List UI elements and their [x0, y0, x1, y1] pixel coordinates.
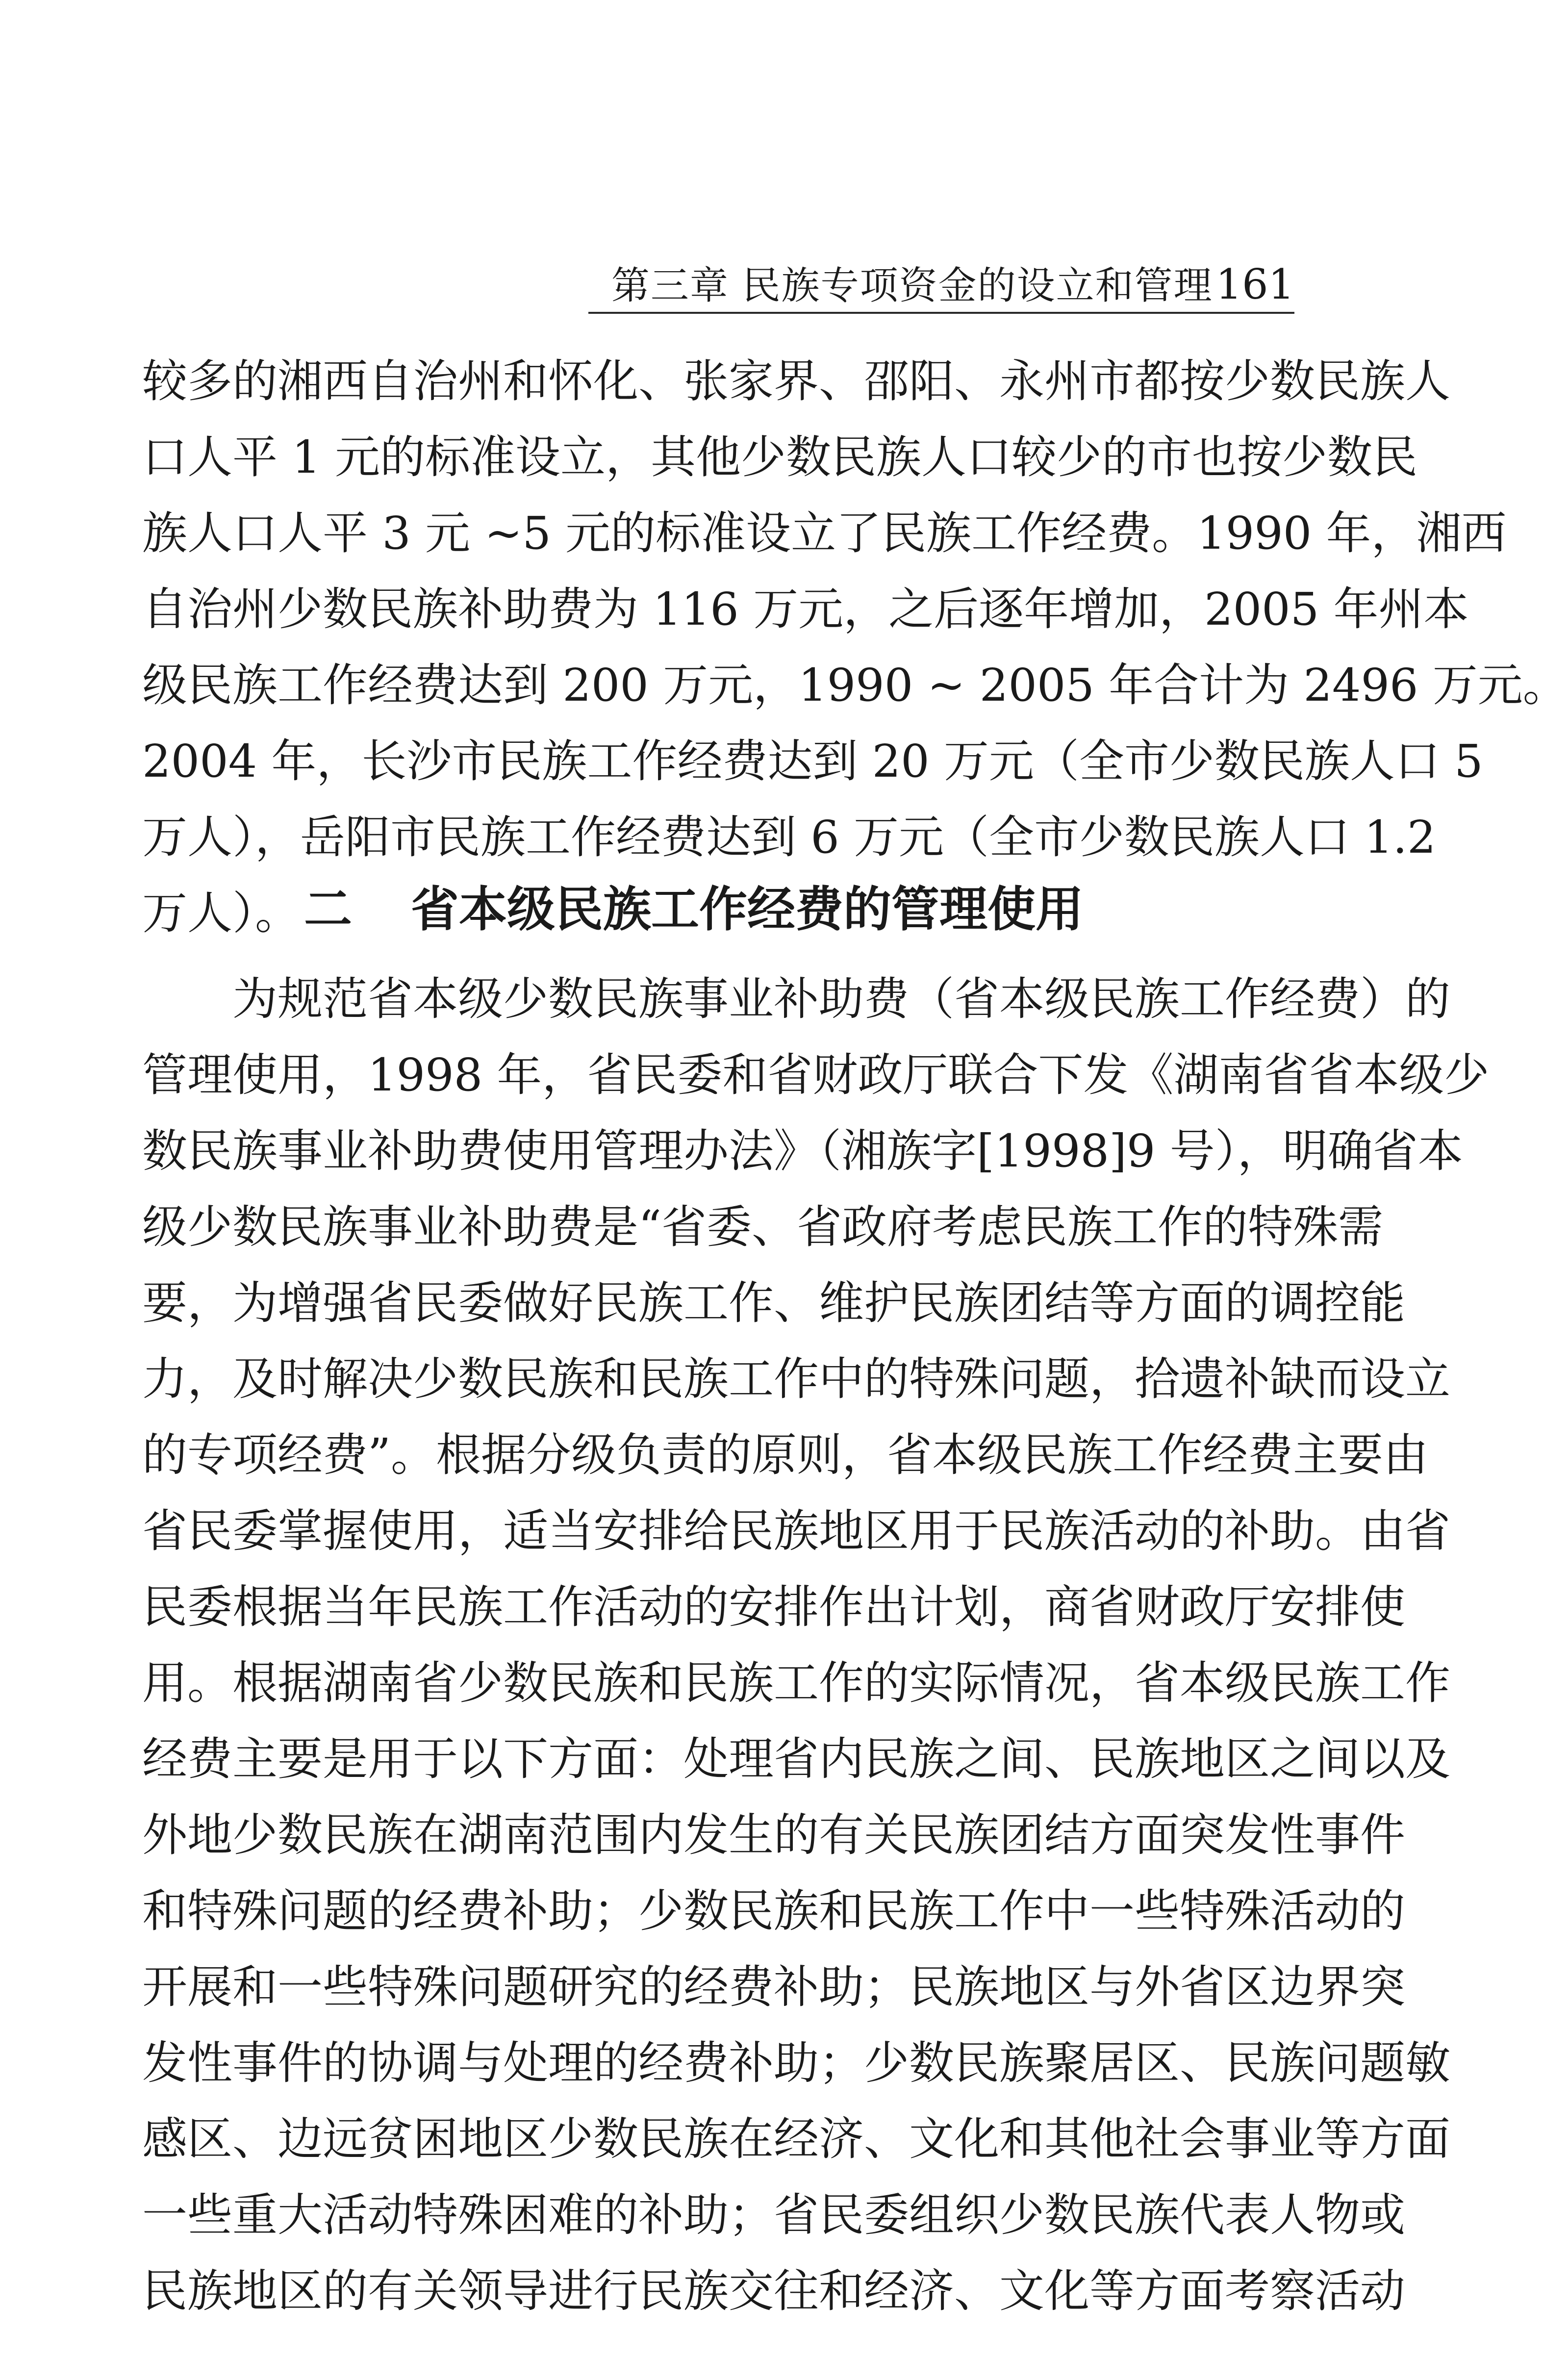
text-line: 为规范省本级少数民族事业补助费（省本级民族工作经费）的 — [142, 973, 1451, 1025]
text-line: 和特殊问题的经费补助；少数民族和民族工作中一些特殊活动的 — [142, 1885, 1406, 1937]
text-line: 万人）。 — [142, 887, 301, 939]
text-line: 省民委掌握使用，适当安排给民族地区用于民族活动的补助。由省 — [142, 1505, 1451, 1557]
section-number: 二 — [304, 882, 353, 938]
text-line: 要，为增强省民委做好民族工作、维护民族团结等方面的调控能 — [142, 1277, 1406, 1329]
text-line: 开展和一些特殊问题研究的经费补助；民族地区与外省区边界突 — [142, 1961, 1406, 2013]
text-line: 用。根据湖南省少数民族和民族工作的实际情况，省本级民族工作 — [142, 1657, 1451, 1709]
text-line: 口人平 1 元的标准设立，其他少数民族人口较少的市也按少数民 — [142, 431, 1418, 483]
continuation-paragraph — [142, 343, 1568, 951]
text-line: 万人），岳阳市民族工作经费达到 6 万元（全市少数民族人口 1.2 — [142, 811, 1436, 863]
page-number: 161 — [1215, 260, 1294, 308]
main-paragraph — [142, 961, 1490, 2329]
text-line: 较多的湘西自治州和怀化、张家界、邵阳、永州市都按少数民族人 — [142, 355, 1451, 407]
text-line: 管理使用，1998 年，省民委和省财政厅联合下发《湖南省省本级少 — [142, 1049, 1490, 1101]
text-line: 的专项经费”。根据分级负责的原则，省本级民族工作经费主要由 — [142, 1429, 1429, 1481]
section-title: 省本级民族工作经费的管理使用 — [411, 882, 1084, 938]
text-line: 民族地区的有关领导进行民族交往和经济、文化等方面考察活动 — [142, 2265, 1406, 2317]
text-line: 级民族工作经费达到 200 万元，1990 ~ 2005 年合计为 2496 万元。 — [142, 659, 1568, 711]
text-line: 感区、边远贫困地区少数民族在经济、文化和其他社会事业等方面 — [142, 2113, 1451, 2165]
text-line: 族人口人平 3 元 ~5 元的标准设立了民族工作经费。1990 年，湘西 — [142, 507, 1507, 559]
text-line: 外地少数民族在湖南范围内发生的有关民族团结方面突发性事件 — [142, 1809, 1406, 1861]
section-heading — [304, 875, 1285, 944]
text-line: 发性事件的协调与处理的经费补助；少数民族聚居区、民族问题敏 — [142, 2037, 1451, 2089]
text-line: 级少数民族事业补助费是“省委、省政府考虑民族工作的特殊需 — [142, 1201, 1384, 1253]
text-line: 力，及时解决少数民族和民族工作中的特殊问题，拾遗补缺而设立 — [142, 1353, 1451, 1405]
chapter-title: 第三章 民族专项资金的设立和管理 — [611, 264, 1213, 308]
text-line: 民委根据当年民族工作活动的安排作出计划，商省财政厅安排使 — [142, 1581, 1406, 1633]
text-line: 数民族事业补助费使用管理办法》（湘族字[1998]9 号），明确省本 — [142, 1125, 1463, 1177]
text-line: 自治州少数民族补助费为 116 万元，之后逐年增加，2005 年州本 — [142, 583, 1469, 635]
text-line: 一些重大活动特殊困难的补助；省民委组织少数民族代表人物或 — [142, 2189, 1406, 2241]
text-line: 2004 年，长沙市民族工作经费达到 20 万元（全市少数民族人口 5 — [142, 735, 1483, 787]
running-header — [588, 255, 1294, 314]
text-line: 经费主要是用于以下方面：处理省内民族之间、民族地区之间以及 — [142, 1733, 1451, 1785]
